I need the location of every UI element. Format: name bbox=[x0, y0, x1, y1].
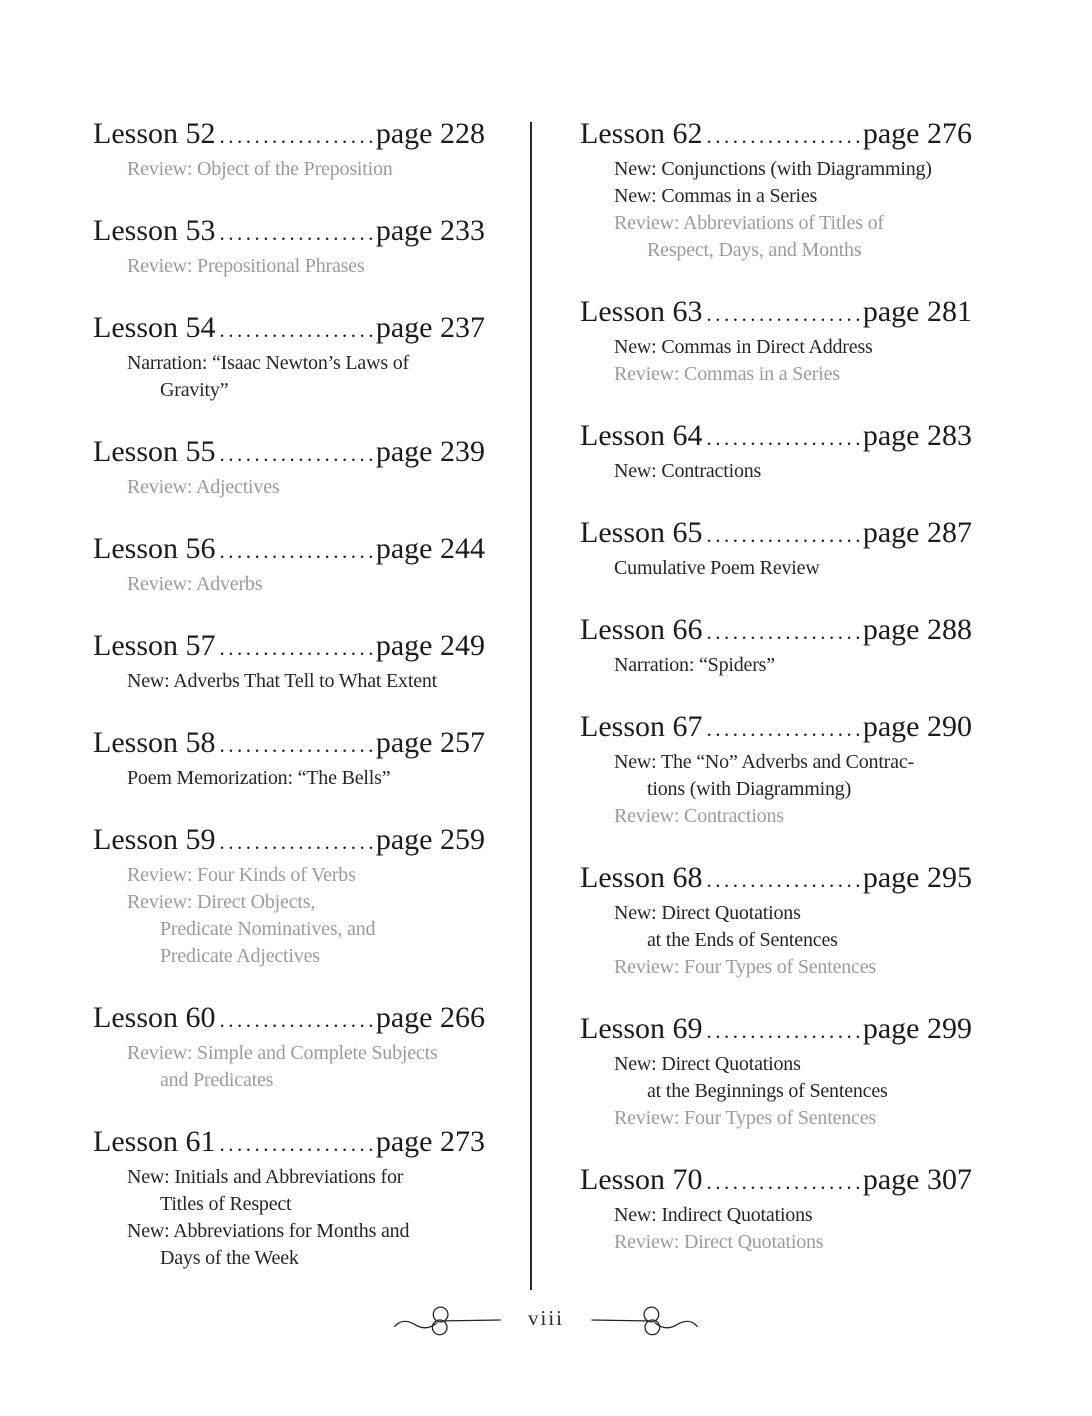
lesson-title: Lesson 68 bbox=[580, 861, 703, 894]
lesson-title: Lesson 56 bbox=[93, 532, 216, 565]
lesson-topic: New: Direct Quotations bbox=[614, 1053, 801, 1075]
toc-entry-lesson-65 bbox=[580, 515, 972, 582]
lesson-topic: Review: Prepositional Phrases bbox=[127, 255, 365, 277]
toc-column-left bbox=[93, 116, 485, 1302]
lesson-page-number: page 257 bbox=[375, 726, 485, 759]
toc-entry-lesson-64 bbox=[580, 418, 972, 485]
flourish-right-icon bbox=[590, 1300, 700, 1340]
lesson-topic: Days of the Week bbox=[160, 1247, 299, 1269]
lesson-topic: New: Initials and Abbreviations for bbox=[127, 1166, 404, 1188]
dot-leader bbox=[216, 727, 376, 763]
toc-entry-lesson-69 bbox=[580, 1011, 972, 1132]
toc-entry-head bbox=[93, 1000, 485, 1038]
dot-leader bbox=[703, 517, 863, 553]
dot-leader bbox=[216, 533, 376, 569]
dot-leader bbox=[216, 1126, 376, 1162]
toc-entry-head bbox=[93, 434, 485, 472]
lesson-topic: Review: Object of the Preposition bbox=[127, 158, 393, 180]
lesson-title: Lesson 66 bbox=[580, 613, 703, 646]
lesson-title: Lesson 63 bbox=[580, 295, 703, 328]
lesson-page-number: page 290 bbox=[862, 710, 972, 743]
lesson-page-number: page 281 bbox=[862, 295, 972, 328]
lesson-topic: New: The “No” Adverbs and Contrac- bbox=[614, 751, 914, 773]
lesson-page-number: page 283 bbox=[862, 419, 972, 452]
lesson-topic: New: Contractions bbox=[614, 460, 762, 482]
lesson-title: Lesson 67 bbox=[580, 710, 703, 743]
lesson-topic: New: Conjunctions (with Diagramming) bbox=[614, 158, 932, 180]
lesson-page-number: page 233 bbox=[375, 214, 485, 247]
toc-entry-lesson-63 bbox=[580, 294, 972, 388]
lesson-topic: New: Direct Quotations bbox=[614, 902, 801, 924]
dot-leader bbox=[703, 118, 863, 154]
lesson-page-number: page 266 bbox=[375, 1001, 485, 1034]
lesson-topic: Review: Adverbs bbox=[127, 573, 263, 595]
lesson-page-number: page 228 bbox=[375, 117, 485, 150]
lesson-title: Lesson 53 bbox=[93, 214, 216, 247]
lesson-page-number: page 295 bbox=[862, 861, 972, 894]
toc-entry-head bbox=[93, 531, 485, 569]
lesson-title: Lesson 69 bbox=[580, 1012, 703, 1045]
toc-entry-lesson-68 bbox=[580, 860, 972, 981]
toc-entry-head bbox=[580, 860, 972, 898]
dot-leader bbox=[703, 711, 863, 747]
dot-leader bbox=[703, 1164, 863, 1200]
lesson-page-number: page 244 bbox=[375, 532, 485, 565]
lesson-page-number: page 237 bbox=[375, 311, 485, 344]
toc-entry-lesson-54 bbox=[93, 310, 485, 404]
lesson-page-number: page 287 bbox=[862, 516, 972, 549]
toc-entry-lesson-55 bbox=[93, 434, 485, 501]
page-footer bbox=[0, 1300, 1092, 1340]
toc-entry-head bbox=[93, 310, 485, 348]
lesson-topic: New: Commas in Direct Address bbox=[614, 336, 873, 358]
page-number-roman: viii bbox=[527, 1305, 564, 1330]
dot-leader bbox=[216, 215, 376, 251]
lesson-topic: Review: Abbreviations of Titles of bbox=[614, 212, 884, 234]
lesson-topic: tions (with Diagramming) bbox=[647, 778, 852, 800]
lesson-topic: Predicate Adjectives bbox=[160, 945, 320, 967]
lesson-topic: Narration: “Isaac Newton’s Laws of bbox=[127, 352, 409, 374]
toc-entry-lesson-70 bbox=[580, 1162, 972, 1256]
lesson-topic: New: Adverbs That Tell to What Extent bbox=[127, 670, 438, 692]
lesson-topic: Respect, Days, and Months bbox=[647, 239, 862, 261]
lesson-topic: New: Commas in a Series bbox=[614, 185, 818, 207]
toc-entry-head bbox=[580, 515, 972, 553]
lesson-title: Lesson 58 bbox=[93, 726, 216, 759]
toc-entry-head bbox=[93, 725, 485, 763]
lesson-title: Lesson 61 bbox=[93, 1125, 216, 1158]
lesson-topic: Poem Memorization: “The Bells” bbox=[127, 767, 391, 789]
toc-entry-lesson-62 bbox=[580, 116, 972, 264]
lesson-page-number: page 299 bbox=[862, 1012, 972, 1045]
dot-leader bbox=[216, 630, 376, 666]
lesson-topic: Review: Four Kinds of Verbs bbox=[127, 864, 356, 886]
lesson-title: Lesson 57 bbox=[93, 629, 216, 662]
lesson-topic: Review: Simple and Complete Subjects bbox=[127, 1042, 438, 1064]
dot-leader bbox=[216, 1002, 376, 1038]
lesson-page-number: page 288 bbox=[862, 613, 972, 646]
toc-entry-lesson-67 bbox=[580, 709, 972, 830]
toc-entry-head bbox=[580, 1162, 972, 1200]
toc-entry-lesson-61 bbox=[93, 1124, 485, 1272]
column-divider bbox=[530, 122, 532, 1290]
dot-leader bbox=[703, 296, 863, 332]
lesson-title: Lesson 70 bbox=[580, 1163, 703, 1196]
toc-entry-lesson-60 bbox=[93, 1000, 485, 1094]
toc-entry-head bbox=[580, 709, 972, 747]
lesson-topic: Cumulative Poem Review bbox=[614, 557, 820, 579]
lesson-title: Lesson 60 bbox=[93, 1001, 216, 1034]
lesson-topic: New: Indirect Quotations bbox=[614, 1204, 813, 1226]
lesson-topic: Review: Direct Quotations bbox=[614, 1231, 824, 1253]
toc-entry-head bbox=[93, 1124, 485, 1162]
toc-entry-lesson-56 bbox=[93, 531, 485, 598]
lesson-title: Lesson 52 bbox=[93, 117, 216, 150]
lesson-page-number: page 276 bbox=[862, 117, 972, 150]
toc-entry-head bbox=[580, 418, 972, 456]
toc-entry-lesson-59 bbox=[93, 822, 485, 970]
lesson-title: Lesson 54 bbox=[93, 311, 216, 344]
lesson-topic: Review: Contractions bbox=[614, 805, 784, 827]
toc-entry-lesson-53 bbox=[93, 213, 485, 280]
dot-leader bbox=[703, 862, 863, 898]
toc-entry-head bbox=[580, 1011, 972, 1049]
lesson-title: Lesson 55 bbox=[93, 435, 216, 468]
toc-entry-lesson-58 bbox=[93, 725, 485, 792]
lesson-title: Lesson 65 bbox=[580, 516, 703, 549]
lesson-topic: Review: Direct Objects, bbox=[127, 891, 316, 913]
toc-entry-lesson-57 bbox=[93, 628, 485, 695]
lesson-topic: Review: Four Types of Sentences bbox=[614, 956, 876, 978]
dot-leader bbox=[703, 1013, 863, 1049]
toc-entry-head bbox=[580, 294, 972, 332]
lesson-page-number: page 259 bbox=[375, 823, 485, 856]
lesson-topic: Predicate Nominatives, and bbox=[160, 918, 376, 940]
lesson-page-number: page 239 bbox=[375, 435, 485, 468]
toc-entry-head bbox=[93, 628, 485, 666]
dot-leader bbox=[216, 118, 376, 154]
toc-entry-lesson-52 bbox=[93, 116, 485, 183]
lesson-topic: New: Abbreviations for Months and bbox=[127, 1220, 410, 1242]
toc-column-right bbox=[580, 116, 972, 1286]
toc-entry-head bbox=[580, 116, 972, 154]
dot-leader bbox=[216, 312, 376, 348]
lesson-topic: Titles of Respect bbox=[160, 1193, 292, 1215]
toc-entry-head bbox=[93, 213, 485, 251]
dot-leader bbox=[216, 824, 376, 860]
lesson-title: Lesson 59 bbox=[93, 823, 216, 856]
lesson-topic: at the Beginnings of Sentences bbox=[647, 1080, 888, 1102]
lesson-topic: at the Ends of Sentences bbox=[647, 929, 838, 951]
lesson-title: Lesson 64 bbox=[580, 419, 703, 452]
lesson-page-number: page 249 bbox=[375, 629, 485, 662]
lesson-topic: Narration: “Spiders” bbox=[614, 654, 775, 676]
dot-leader bbox=[216, 436, 376, 472]
lesson-topic: Review: Commas in a Series bbox=[614, 363, 840, 385]
lesson-page-number: page 307 bbox=[862, 1163, 972, 1196]
lesson-title: Lesson 62 bbox=[580, 117, 703, 150]
toc-entry-lesson-66 bbox=[580, 612, 972, 679]
toc-entry-head bbox=[580, 612, 972, 650]
lesson-topic: and Predicates bbox=[160, 1069, 274, 1091]
lesson-page-number: page 273 bbox=[375, 1125, 485, 1158]
flourish-left-icon bbox=[392, 1300, 502, 1340]
toc-entry-head bbox=[93, 822, 485, 860]
toc-entry-head bbox=[93, 116, 485, 154]
lesson-topic: Gravity” bbox=[160, 379, 229, 401]
dot-leader bbox=[703, 614, 863, 650]
dot-leader bbox=[703, 420, 863, 456]
lesson-topic: Review: Four Types of Sentences bbox=[614, 1107, 876, 1129]
lesson-topic: Review: Adjectives bbox=[127, 476, 280, 498]
